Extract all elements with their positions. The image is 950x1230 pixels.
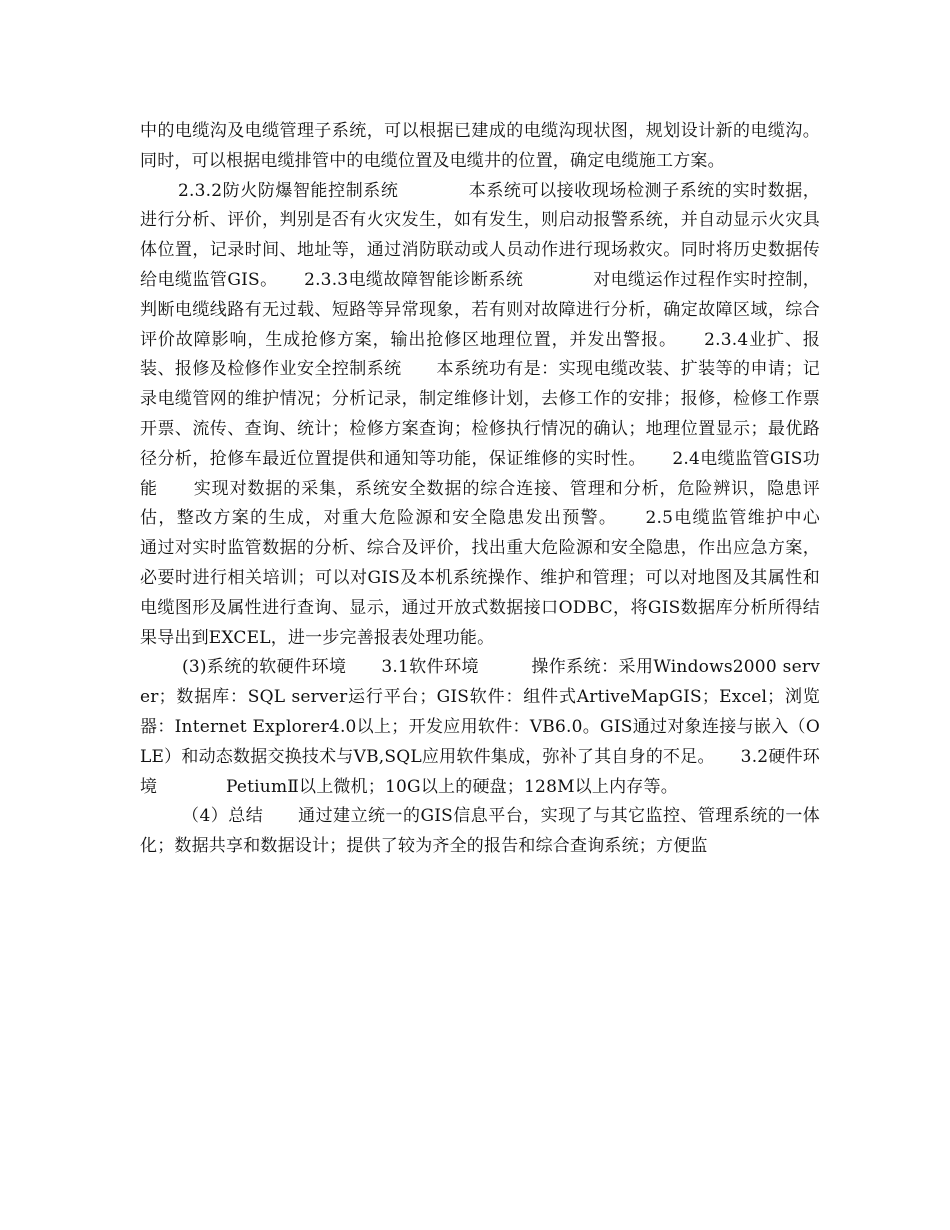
paragraph-section-3: (3)系统的软硬件环境 3.1软件环境 操作系统：采用Windows2000 server；数据库：SQL server运行平台；GIS软件：组件式ArtiveMapGIS；Excel；浏览器：Internet Explorer4.0以上；开发应用软件：VB6.0。GIS通过对象连接与嵌入（OLE）和动态数据交换技术与VB,SQL应用软件集成，弥补了其自身的不足。 3.2硬件环境 PetiumⅡ以上微机；10G以上的硬盘；128M以上内存等。 [140,657,820,797]
paragraph-section-2-3-2: 2.3.2防火防爆智能控制系统 本系统可以接收现场检测子系统的实时数据，进行分析、评价，判别是否有火灾发生，如有发生，则启动报警系统，并自动显示火灾具体位置，记录时间、地址等，通过消防联动或人员动作进行现场救灾。同时将历史数据传给电缆监管GIS。 2.3.3电缆故障智能诊断系统 对电缆运作过程作实时控制，判断电缆线路有无过载、短路等异常现象，若有则对故障进行分析，确定故障区域，综合评价故障影响，生成抢修方案，输出抢修区地理位置，并发出警报。 2.3.4业扩、报装、报修及检修作业安全控制系统 本系统功有是：实现电缆改装、扩装等的申请；记录电缆管网的维护情况；分析记录，制定维修计划，去修工作的安排；报修，检修工作票开票、流传、查询、统计；检修方案查询；检修执行情况的确认；地理位置显示；最优路径分析，抢修车最近位置提供和通知等功能，保证维修的实时性。 2.4电缆监管GIS功能 实现对数据的采集，系统安全数据的综合连接、管理和分析，危险辨识，隐患评估，整改方案的生成，对重大危险源和安全隐患发出预警。 2.5电缆监管维护中心 通过对实时监管数据的分析、综合及评价，找出重大危险源和安全隐患，作出应急方案，必要时进行相关培训；可以对GIS及本机系统操作、维护和管理；可以对地图及其属性和电缆图形及属性进行查询、显示，通过开放式数据接口ODBC，将GIS数据库分析所得结果导出到EXCEL，进一步完善报表处理功能。 [140,180,855,648]
paragraph-section-4: （4）总结 通过建立统一的GIS信息平台，实现了与其它监控、管理系统的一体化；数据共享和数据设计；提供了较为齐全的报告和综合查询系统；方便监 [140,806,820,857]
document-body [140,117,855,862]
paragraph-intro: 中的电缆沟及电缆管理子系统，可以根据已建成的电缆沟现状图，规划设计新的电缆沟。同时，可以根据电缆排管中的电缆位置及电缆井的位置，确定电缆施工方案。 [140,121,820,171]
